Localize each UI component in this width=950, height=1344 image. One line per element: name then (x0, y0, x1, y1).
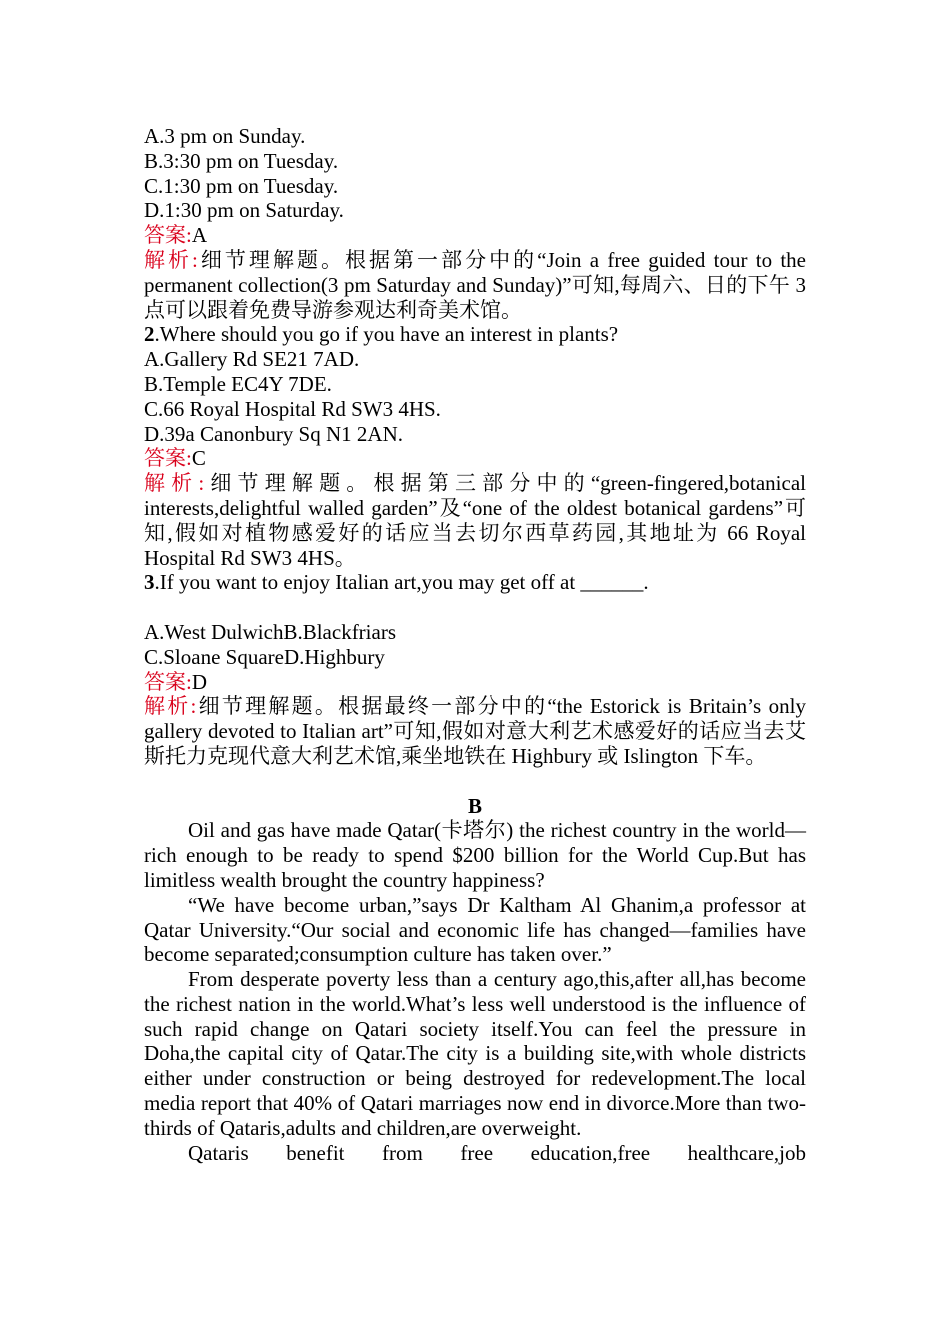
passage-paragraph-partial: Qataris benefit from free education,free healthcare,job (188, 1140, 806, 1165)
blank-line (144, 595, 806, 620)
answer-label: 答案: (144, 446, 192, 471)
q1-option-b: B.3:30 pm on Tuesday. (144, 148, 339, 173)
q3-options-cd: C.Sloane SquareD.Highbury (144, 644, 385, 669)
q3-question (144, 570, 806, 595)
q2-analysis (144, 471, 806, 570)
q2-option-b: B.Temple EC4Y 7DE. (144, 371, 332, 396)
question-number: 3 (144, 570, 155, 595)
q3-options-ab: A.West DulwichB.Blackfriars (144, 619, 396, 644)
q1-option-a: A.3 pm on Sunday. (144, 124, 306, 148)
analysis-text: 细节理解题。根据最终一部分中的“the Estorick is Britain’s only gallery devoted to Italian art”可知,假如对意大利艺术感爱好的话应当去艾斯托力克现代意大利艺术馆,乘坐地铁在 Highbury 或 Islington 下车。 (144, 694, 806, 768)
blank-line (144, 769, 806, 794)
question-text: .If you want to enjoy Italian art,you may get off at ______. (154, 570, 649, 595)
answer-value: A (191, 223, 208, 248)
analysis-label: 解析: (144, 247, 198, 272)
analysis-label: 解析: (144, 694, 197, 719)
analysis-label: 解析: (144, 471, 205, 496)
answer-label: 答案: (144, 223, 192, 248)
passage-paragraph: “We have become urban,”says Dr Kaltham Al Ghanim,a professor at Qatar University.“Our social and economic life has changed—families have become separated;consumption culture has taken over.” (144, 892, 806, 967)
document-page (144, 124, 806, 1165)
question-text: .Where should you go if you have an interest in plants? (154, 322, 619, 347)
answer-value: C (191, 446, 206, 471)
q1-analysis (144, 248, 806, 322)
passage-paragraph: Oil and gas have made Qatar(卡塔尔) the richest country in the world—rich enough to be ready to spend $200 billion for the World Cup.But has limitless wealth brought the country happiness? (144, 818, 806, 892)
q3-analysis (144, 694, 806, 768)
q2-answer (144, 446, 806, 471)
q1-option-c: C.1:30 pm on Tuesday. (144, 173, 339, 198)
answer-label: 答案: (144, 669, 192, 694)
q1-answer (144, 223, 806, 248)
q1-option-d: D.1:30 pm on Saturday. (144, 198, 344, 223)
analysis-text: 细节理解题。根据第三部分中的“green-fingered,botanical interests,delightful walled garden”及“one of the oldest botanical gardens”可知,假如对植物感爱好的话应当去切尔西草药园,其地址为 66 Royal Hospital Rd SW3 4HS。 (144, 471, 806, 570)
passage-paragraph: From desperate poverty less than a century ago,this,after all,has become the richest nation in the world.What’s less well understood is the influence of such rapid change on Qatari society itself.You can feel the pressure in Doha,the capital city of Qatar.The city is a building site,with whole districts either under construction or being destroyed for redevelopment.The local media report that 40% of Qatari marriages now end in divorce.More than two-thirds of Qataris,adults and children,are overweight. (144, 967, 806, 1140)
answer-value: D (191, 669, 208, 694)
question-number: 2 (144, 322, 155, 347)
q2-option-a: A.Gallery Rd SE21 7AD. (144, 347, 360, 372)
q2-option-c: C.66 Royal Hospital Rd SW3 4HS. (144, 396, 441, 421)
q2-question (144, 322, 806, 347)
passage-heading: B (467, 793, 482, 818)
q2-option-d: D.39a Canonbury Sq N1 2AN. (144, 421, 403, 446)
q3-answer (144, 670, 806, 695)
analysis-text: 细节理解题。根据第一部分中的“Join a free guided tour to the permanent collection(3 pm Saturday and Sunday)”可知,每周六、日的下午 3 点可以跟着免费导游参观达利奇美术馆。 (144, 247, 806, 322)
